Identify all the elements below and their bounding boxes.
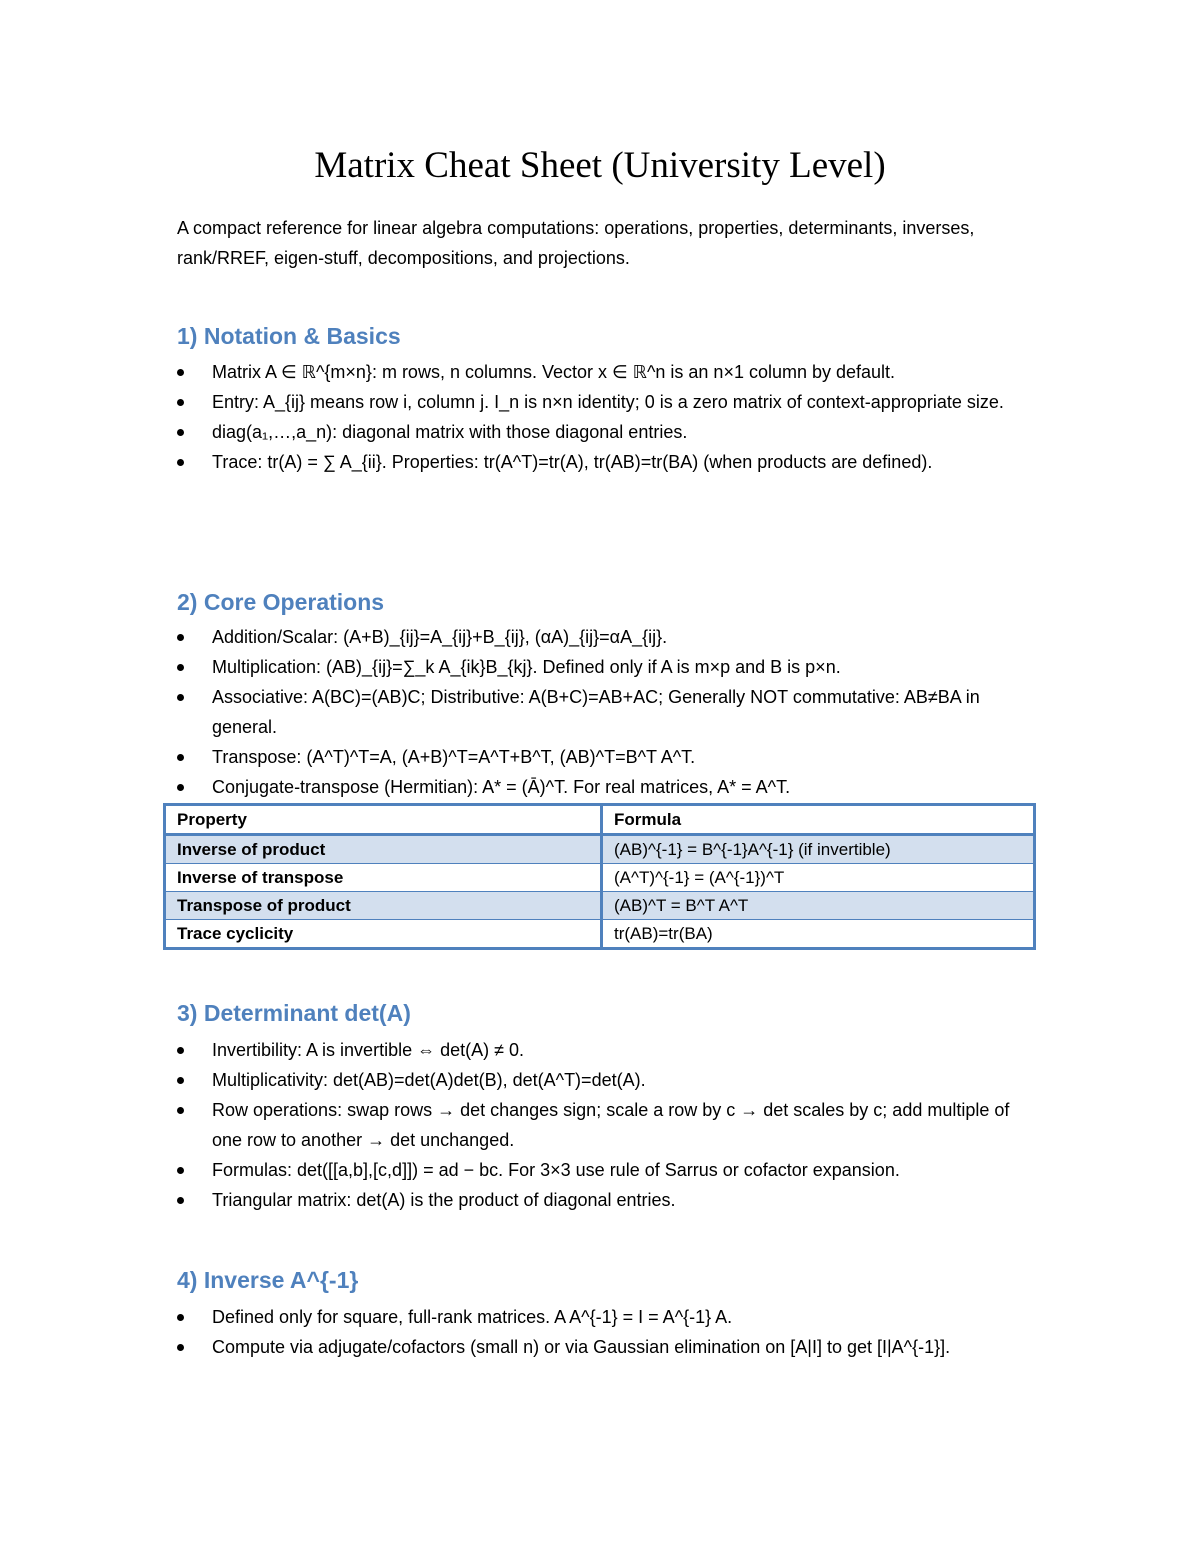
- bullet-icon: [177, 399, 184, 406]
- list-item-text: Trace: tr(A) = ∑ A_{ii}. Properties: tr(A^T)=tr(A), tr(AB)=tr(BA) (when products are defined).: [212, 452, 933, 472]
- list-item-text: Triangular matrix: det(A) is the product of diagonal entries.: [212, 1190, 676, 1210]
- table-cell: (AB)^{-1} = B^{-1}A^{-1} (if invertible): [602, 835, 1035, 864]
- list-item: [177, 1155, 1022, 1185]
- bullet-list-inverse: [177, 1302, 1022, 1362]
- list-item-text: Conjugate-transpose (Hermitian): A* = (Ā)^T. For real matrices, A* = A^T.: [212, 777, 791, 797]
- list-item: [177, 417, 1022, 447]
- list-item-text: Associative: A(BC)=(AB)C; Distributive: A(B+C)=AB+AC; Generally NOT commutative: AB≠BA in general.: [212, 687, 980, 737]
- page-title: Matrix Cheat Sheet (University Level): [314, 145, 886, 186]
- bullet-icon: [177, 1047, 184, 1054]
- table-cell: tr(AB)=tr(BA): [602, 920, 1035, 949]
- list-item-text: Row operations: swap rows → det changes sign; scale a row by c → det scales by c; add multiple of one row to another → det unchanged.: [212, 1100, 1010, 1150]
- properties-table: [163, 803, 1036, 950]
- bullet-icon: [177, 429, 184, 436]
- bullet-icon: [177, 664, 184, 671]
- list-item-text: Defined only for square, full-rank matrices. A A^{-1} = I = A^{-1} A.: [212, 1307, 733, 1327]
- list-item: [177, 1332, 1022, 1362]
- table-row: [165, 892, 1035, 920]
- list-item: [177, 772, 1022, 802]
- list-item: [177, 1095, 1022, 1155]
- list-item-text: Formulas: det([[a,b],[c,d]]) = ad − bc. For 3×3 use rule of Sarrus or cofactor expansion.: [212, 1160, 900, 1180]
- list-item: [177, 1035, 1022, 1065]
- bullet-icon: [177, 634, 184, 641]
- list-item: [177, 652, 1022, 682]
- list-item: [177, 387, 1022, 417]
- bullet-icon: [177, 754, 184, 761]
- table-header-cell: Property: [165, 805, 602, 835]
- bullet-icon: [177, 1314, 184, 1321]
- bullet-icon: [177, 1197, 184, 1204]
- list-item-text: Entry: A_{ij} means row i, column j. I_n is n×n identity; 0 is a zero matrix of context-appropriate size.: [212, 392, 1004, 412]
- bullet-list-core-operations: [177, 622, 1022, 802]
- bullet-icon: [177, 1077, 184, 1084]
- list-item-text: Invertibility: A is invertible ⇔ det(A) ≠ 0.: [212, 1040, 524, 1060]
- bullet-icon: [177, 694, 184, 701]
- bullet-icon: [177, 1107, 184, 1114]
- table-row: [165, 864, 1035, 892]
- table-cell: (AB)^T = B^T A^T: [602, 892, 1035, 920]
- list-item-text: diag(a₁,…,a_n): diagonal matrix with those diagonal entries.: [212, 422, 688, 442]
- table-row: [165, 920, 1035, 949]
- table-cell: Transpose of product: [165, 892, 602, 920]
- list-item: [177, 682, 1022, 742]
- bullet-list-notation: [177, 357, 1022, 477]
- table-header-row: [165, 805, 1035, 835]
- table-cell: Inverse of transpose: [165, 864, 602, 892]
- section-heading-inverse: 4) Inverse A^{-1}: [177, 1267, 359, 1293]
- list-item-text: Transpose: (A^T)^T=A, (A+B)^T=A^T+B^T, (AB)^T=B^T A^T.: [212, 747, 696, 767]
- bullet-icon: [177, 1167, 184, 1174]
- list-item: [177, 1302, 1022, 1332]
- bullet-icon: [177, 1344, 184, 1351]
- list-item: [177, 742, 1022, 772]
- list-item-text: Multiplication: (AB)_{ij}=∑_k A_{ik}B_{kj}. Defined only if A is m×p and B is p×n.: [212, 657, 841, 677]
- bullet-icon: [177, 459, 184, 466]
- intro-paragraph: A compact reference for linear algebra computations: operations, properties, determinants, inverses, rank/RREF, eigen-stuff, decompositions, and projections.: [177, 218, 975, 268]
- list-item-text: Matrix A ∈ ℝ^{m×n}: m rows, n columns. Vector x ∈ ℝ^n is an n×1 column by default.: [212, 362, 896, 382]
- table-header-cell: Formula: [602, 805, 1035, 835]
- list-item-text: Compute via adjugate/cofactors (small n) or via Gaussian elimination on [A|I] to get [I|A^{-1}].: [212, 1337, 951, 1357]
- table-cell: Trace cyclicity: [165, 920, 602, 949]
- list-item: [177, 1065, 1022, 1095]
- list-item-text: Addition/Scalar: (A+B)_{ij}=A_{ij}+B_{ij}, (αA)_{ij}=αA_{ij}.: [212, 627, 668, 647]
- list-item-text: Multiplicativity: det(AB)=det(A)det(B), det(A^T)=det(A).: [212, 1070, 646, 1090]
- bullet-list-determinant: [177, 1035, 1022, 1215]
- list-item: [177, 357, 1022, 387]
- list-item: [177, 447, 1022, 477]
- bullet-icon: [177, 369, 184, 376]
- table-cell: (A^T)^{-1} = (A^{-1})^T: [602, 864, 1035, 892]
- section-heading-notation: 1) Notation & Basics: [177, 323, 401, 349]
- section-heading-determinant: 3) Determinant det(A): [177, 1000, 411, 1026]
- list-item: [177, 1185, 1022, 1215]
- table-row: [165, 835, 1035, 864]
- bullet-icon: [177, 784, 184, 791]
- table-cell: Inverse of product: [165, 835, 602, 864]
- list-item: [177, 622, 1022, 652]
- section-heading-core-operations: 2) Core Operations: [177, 589, 385, 615]
